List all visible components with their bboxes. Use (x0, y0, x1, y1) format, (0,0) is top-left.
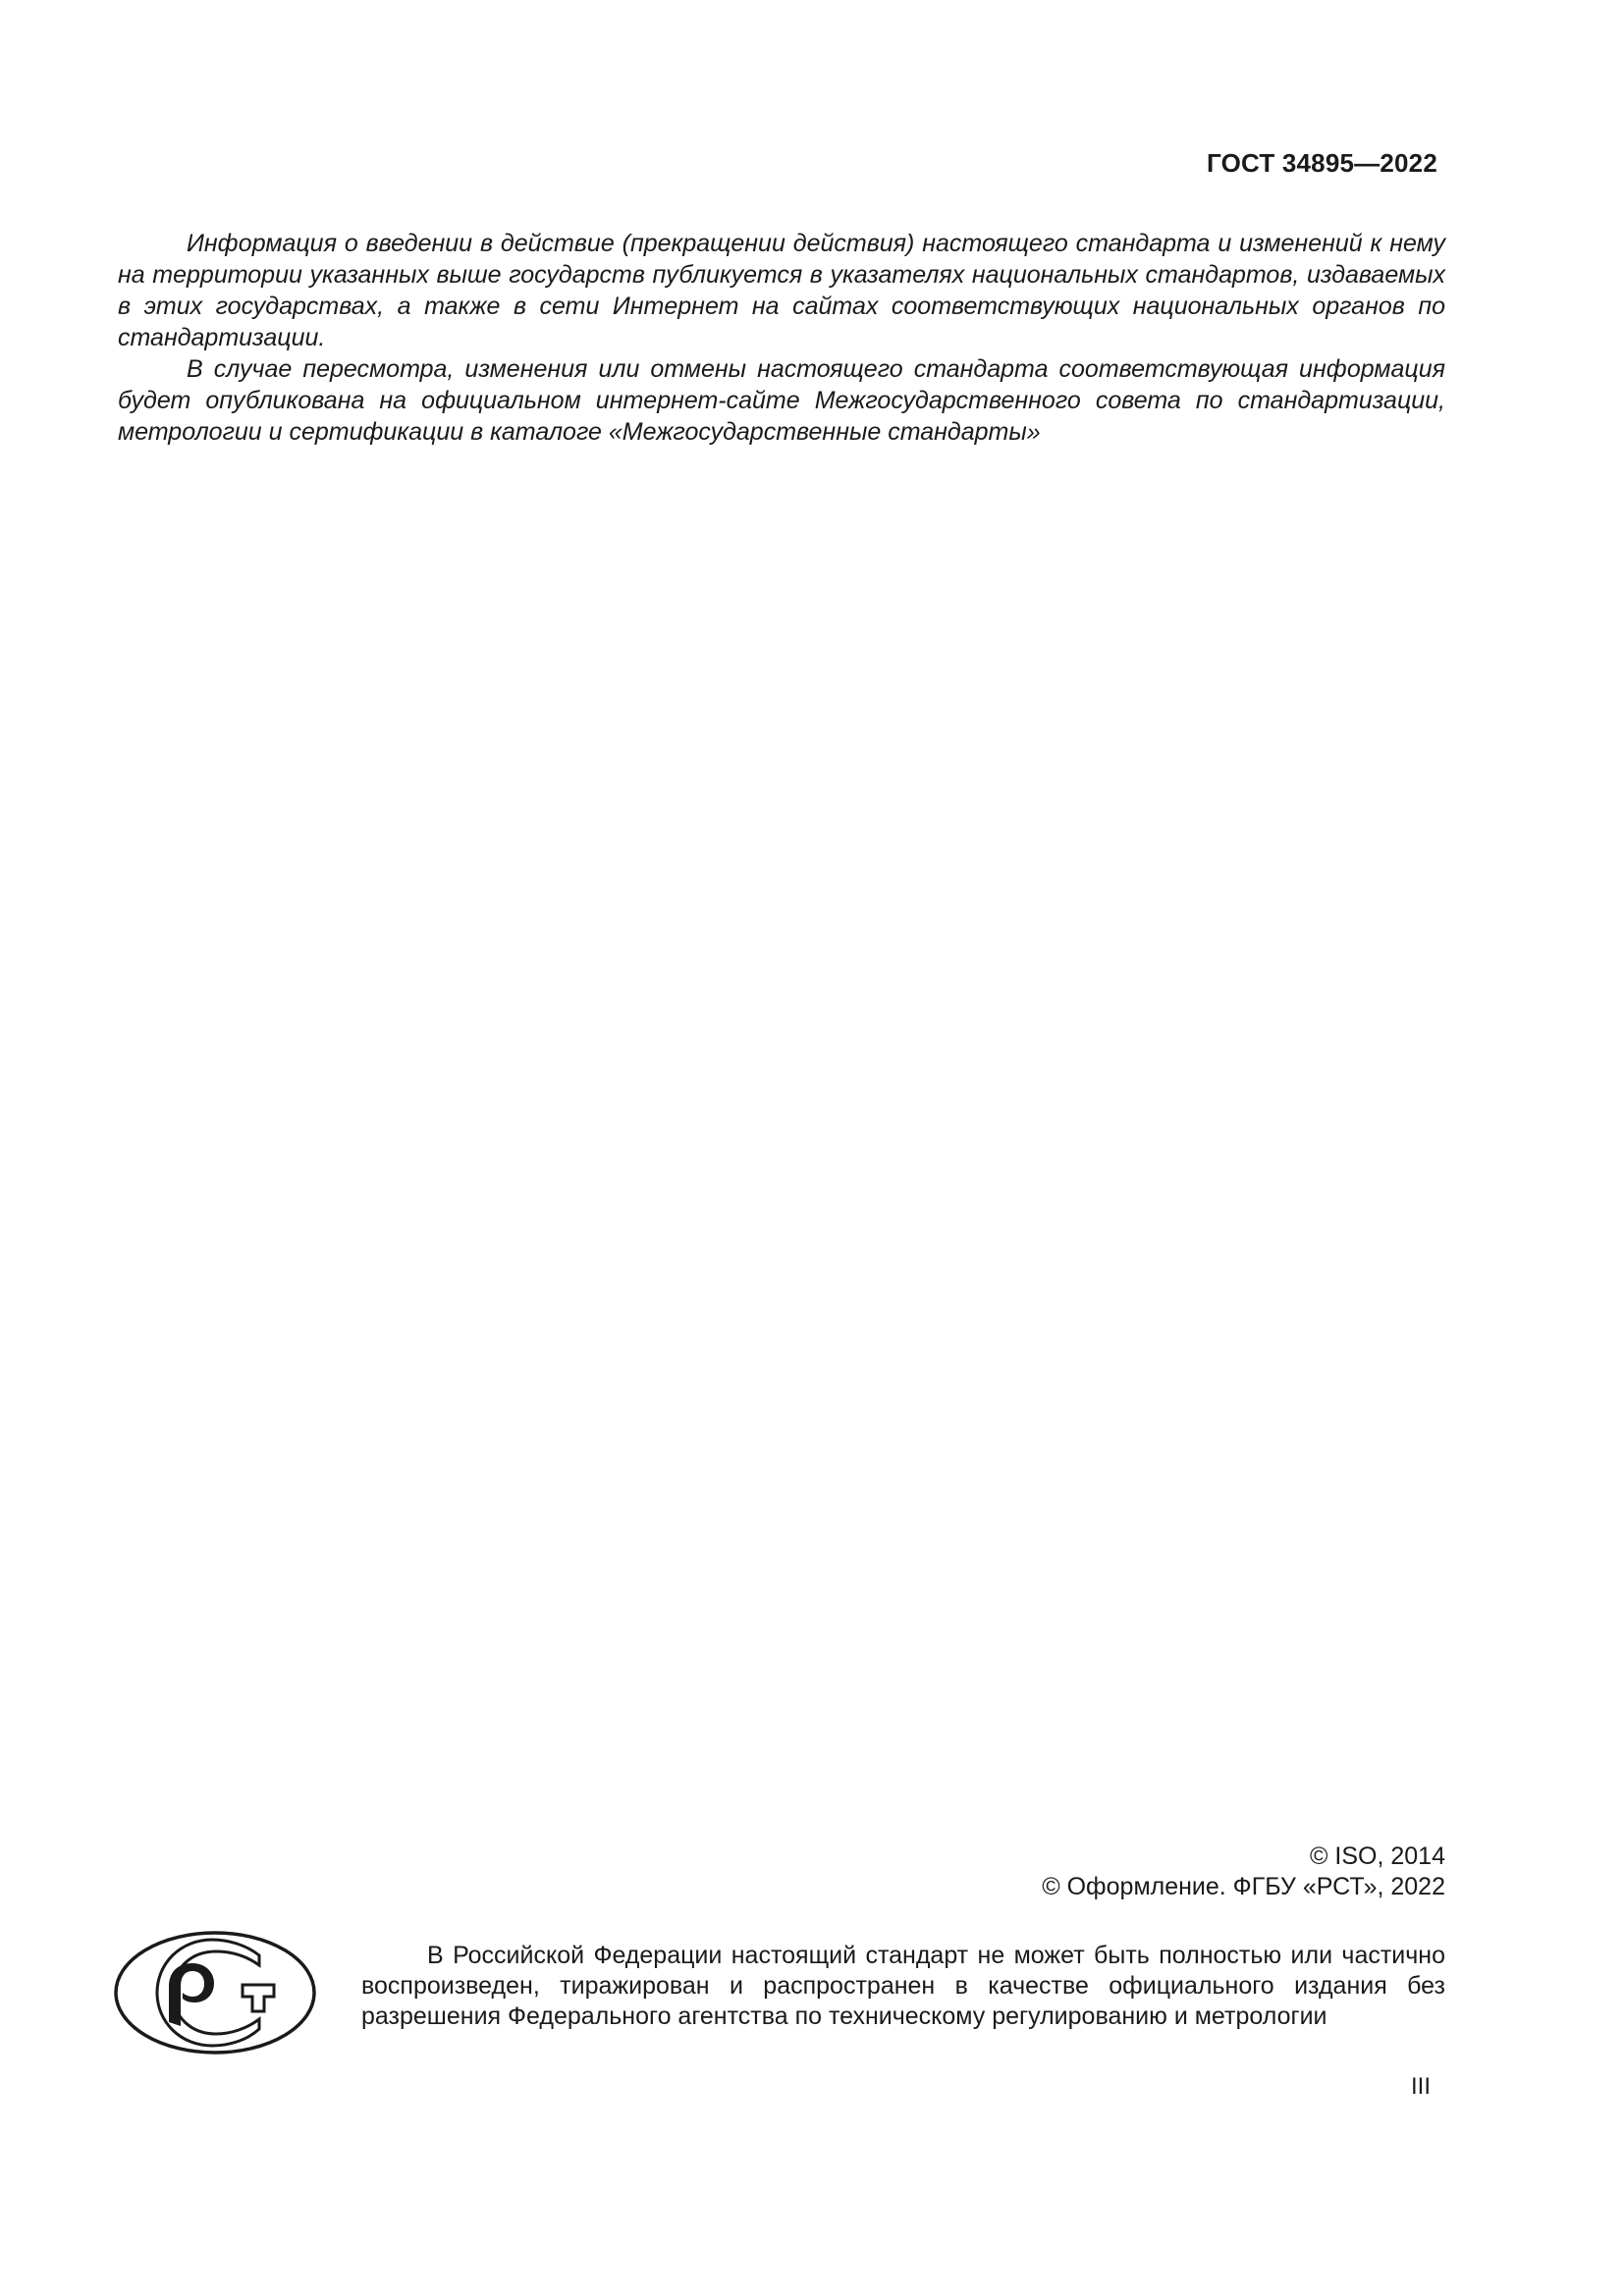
reproduction-notice (361, 1941, 1445, 2032)
document-code-header: ГОСТ 34895—2022 (1207, 148, 1437, 178)
copyright-block (1042, 1842, 1445, 1902)
paragraph-publication-info: Информация о введении в действие (прекращении действия) настоящего стандарта и изменений к нему на территории указанных выше государств публикуется в указателях национальных стандартов, издаваемых в этих государствах, а также в сети Интернет на сайтах соответствующих национальных органов по стандартизации. (118, 230, 1445, 351)
rst-certification-mark-icon (112, 1928, 320, 2059)
copyright-iso: © ISO, 2014 (1310, 1842, 1445, 1870)
page-number: III (1410, 2073, 1431, 2100)
paragraph-revision-info: В случае пересмотра, изменения или отмены настоящего стандарта соответствующая информация будет опубликована на официальном интернет-сайте Межгосударственного совета по стандартизации, метрологии и сертификации в каталоге «Межгосударственные стандарты» (118, 355, 1445, 446)
main-text-block (118, 228, 1445, 448)
copyright-rst: © Оформление. ФГБУ «РСТ», 2022 (1042, 1873, 1445, 1900)
reproduction-notice-text: В Российской Федерации настоящий стандарт не может быть полностью или частично воспроизведен, тиражирован и распространен в качестве официального издания без разрешения Федерального агентства по техническому регулированию и метрологии (361, 1942, 1445, 2030)
